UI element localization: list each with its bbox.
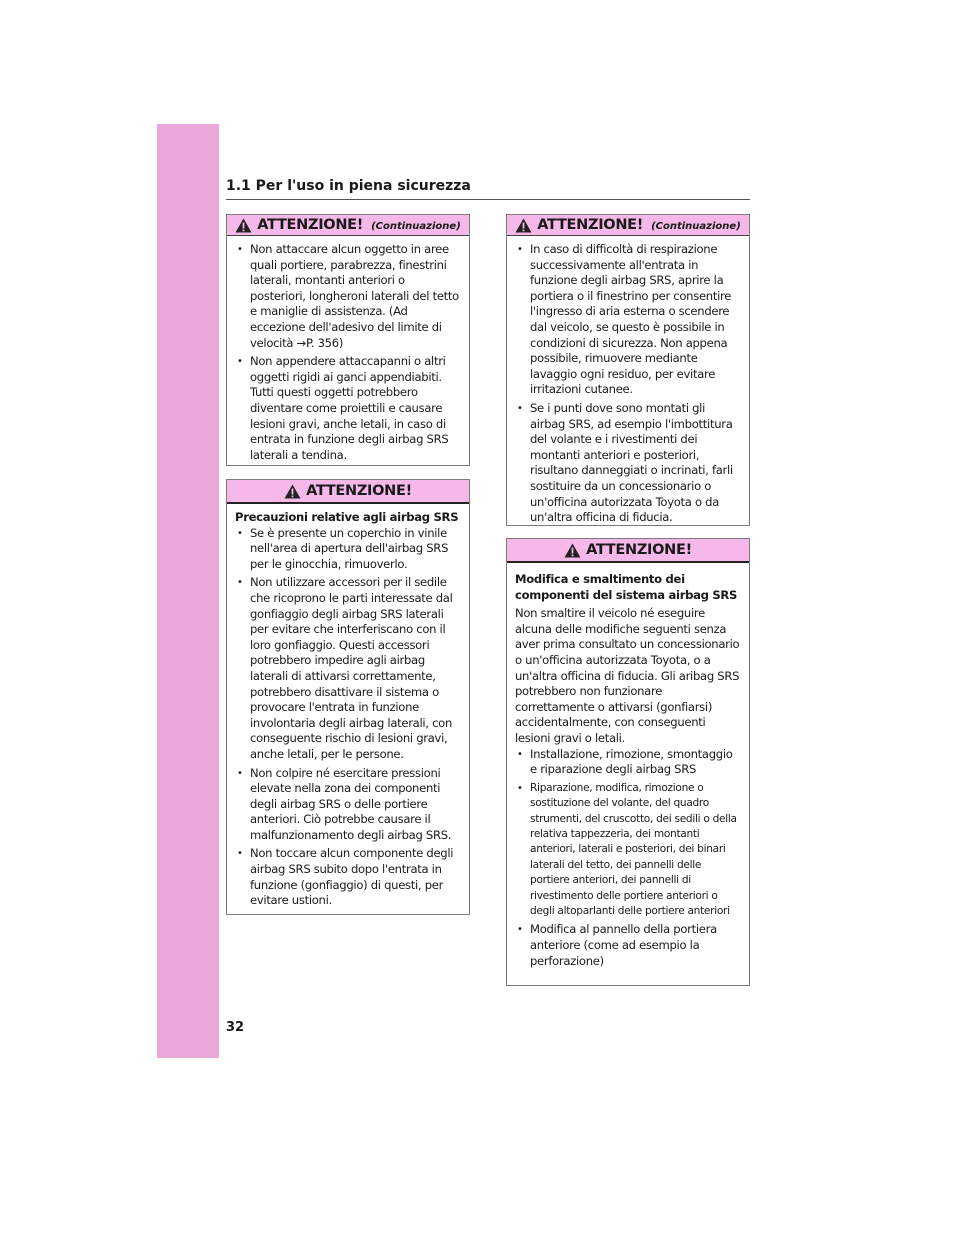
warning-box-continued-right [506,214,750,526]
list-item: • Modifica al pannello della portiera anteriore (come ad esempio la perforazione) [515,922,741,969]
chapter-tab [157,124,219,1058]
warning-header [507,539,749,563]
list-item: • Se è presente un coperchio in vinile nell'area di apertura dell'airbag SRS per le ginocchia, rimuoverlo. [235,526,461,573]
warning-triangle-icon [284,484,301,499]
warning-header [227,480,469,504]
warning-box-continued-left [226,214,470,466]
section-title: 1.1 Per l'uso in piena sicurezza [226,178,471,194]
continuation-label: (Continuazione) [651,221,741,232]
list-item: • Non utilizzare accessori per il sedile che ricoprono le parti interessate dal gonfiaggio degli airbag SRS laterali per evitare che interferiscano con il loro gonfiaggio. Questi accessori potrebbero impedire agli airbag laterali di attivarsi correttamente, potrebbero disattivare il sistema o provocare l'entrata in funzione involontaria degli airbag laterali, con conseguente rischio di lesioni gravi, anche letali, per le persone. [235,575,461,762]
warning-title: ATTENZIONE! [257,217,364,233]
list-item: • Non toccare alcun componente degli airbag SRS subito dopo l'entrata in funzione (gonfiaggio) di questi, per evitare ustioni. [235,846,461,908]
list-item: • Non colpire né esercitare pressioni elevate nella zona dei componenti degli airbag SRS o delle portiere anteriori. Ciò potrebbe causare il malfunzionamento degli airbag SRS. [235,766,461,844]
warning-triangle-icon [564,543,581,558]
page-number: 32 [226,1020,245,1035]
warning-title: ATTENZIONE! [586,542,692,558]
warning-triangle-icon [515,218,532,233]
warning-header [507,215,749,236]
section-divider [226,199,750,200]
warning-title: ATTENZIONE! [537,217,644,233]
continuation-label: (Continuazione) [371,221,461,232]
box-subheading: Modifica e smaltimento dei componenti del sistema airbag SRS [515,572,738,602]
list-item: • Non attaccare alcun oggetto in aree quali portiere, parabrezza, finestrini laterali, montanti anteriori o posteriori, longheroni laterali del tetto e maniglie di assistenza. (Ad eccezione dell'adesivo del limite di velocità →P. 356) [235,242,461,351]
list-item: • Installazione, rimozione, smontaggio e riparazione degli airbag SRS [515,747,741,778]
warning-title: ATTENZIONE! [306,483,412,499]
warning-triangle-icon [235,218,252,233]
list-item: • Se i punti dove sono montati gli airbag SRS, ad esempio l'imbottitura del volante e i rivestimenti dei montanti anteriori e posteriori, risultano danneggiati o incrinati, farli sostituire da un concessionario o un'officina autorizzata Toyota o da un'altra officina di fiducia. [515,401,741,526]
list-item: • Riparazione, modifica, rimozione o sostituzione del volante, del quadro strumenti, del cruscotto, dei sedili o della relativa tappezzeria, dei montanti anteriori, laterali e posteriori, dei binari laterali del tetto, dei pannelli delle portiere anteriori, dei pannelli di rivestimento delle portiere anteriori o degli altoparlanti delle portiere anteriori [515,781,741,920]
list-item: • In caso di difficoltà di respirazione successivamente all'entrata in funzione degli airbag SRS, aprire la portiera o il finestrino per consentire l'ingresso di aria esterna o scendere dal veicolo, se questo è possibile in condizioni di sicurezza. Non appena possibile, rimuovere mediante lavaggio ogni residuo, per evitare irritazioni cutanee. [515,242,741,398]
box-subheading: Precauzioni relative agli airbag SRS [235,510,459,524]
box-paragraph: Non smaltire il veicolo né eseguire alcuna delle modifiche seguenti senza aver prima consultato un concessionario o un'officina autorizzata Toyota, o a un'altra officina di fiducia. Gli aribag SRS potrebbero non funzionare correttamente o attivarsi (gonfiarsi) accidentalmente, con conseguenti lesioni gravi o letali. [515,606,740,745]
list-item: • Non appendere attaccapanni o altri oggetti rigidi ai ganci appendiabiti. Tutti questi oggetti potrebbero diventare come proiettili e causare lesioni gravi, anche letali, in caso di entrata in funzione degli airbag SRS laterali a tendina. [235,354,461,463]
warning-box-airbag-modification [506,538,750,986]
warning-box-airbag-precautions [226,479,470,915]
warning-header [227,215,469,236]
